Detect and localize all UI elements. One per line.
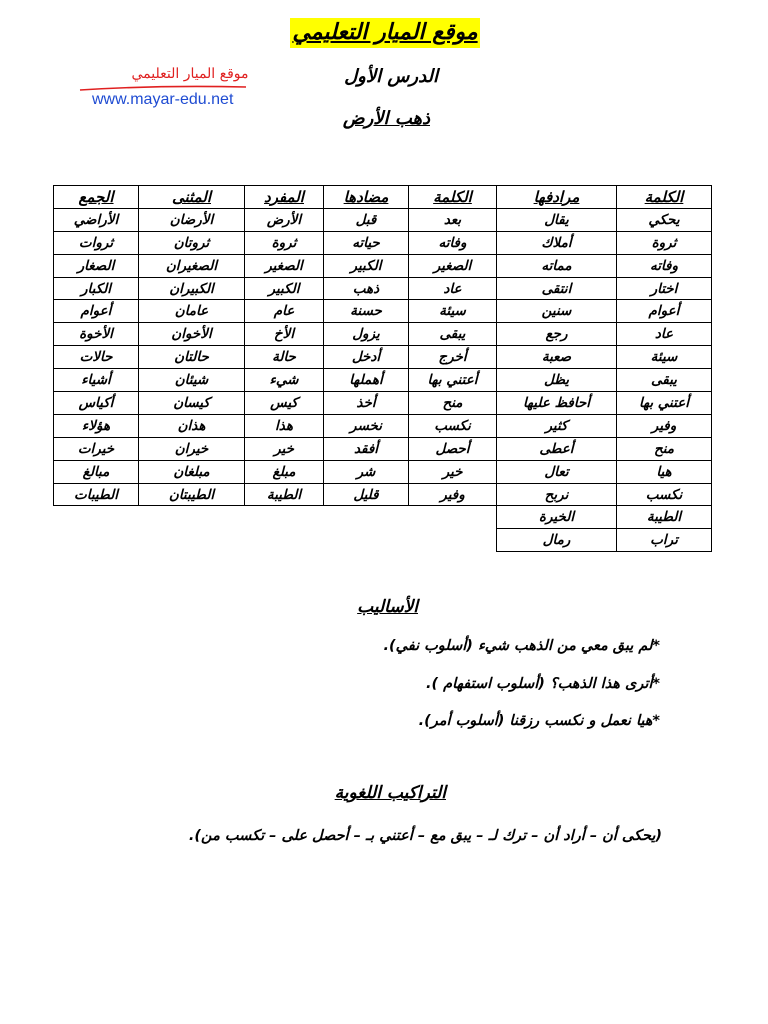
- style-line-negation: *لم يبق معي من الذهب شيء (أسلوب نفي).: [383, 638, 660, 654]
- table-cell: هؤلاء: [54, 414, 139, 437]
- header-word: الكلمة: [617, 186, 712, 209]
- table-row: [54, 300, 712, 323]
- table-cell: [324, 506, 409, 529]
- header-synonym: مرادفها: [497, 186, 617, 209]
- table-cell: [139, 506, 245, 529]
- table-cell: الأرض: [245, 208, 324, 231]
- table-cell: عامان: [139, 300, 245, 323]
- table-cell: خيران: [139, 437, 245, 460]
- table-cell: يحكي: [617, 208, 712, 231]
- table-cell: الكبير: [245, 277, 324, 300]
- table-cell: اختار: [617, 277, 712, 300]
- table-cell: حالات: [54, 346, 139, 369]
- table-cell: كثير: [497, 414, 617, 437]
- table-row: [54, 323, 712, 346]
- table-cell: يقال: [497, 208, 617, 231]
- table-cell: مبلغان: [139, 460, 245, 483]
- table-cell: الصغير: [409, 254, 497, 277]
- vocabulary-table: [53, 185, 712, 552]
- table-cell: الصغير: [245, 254, 324, 277]
- table-cell: الأخ: [245, 323, 324, 346]
- table-header-row: [54, 186, 712, 209]
- table-cell: [409, 529, 497, 552]
- table-cell: الأخوة: [54, 323, 139, 346]
- table-cell: يبقى: [409, 323, 497, 346]
- table-cell: أعطى: [497, 437, 617, 460]
- table-cell: حياته: [324, 231, 409, 254]
- table-cell: أملاك: [497, 231, 617, 254]
- table-cell: أحافظ عليها: [497, 392, 617, 415]
- lesson-title: ذهب الأرض: [342, 108, 430, 129]
- table-cell: منح: [617, 437, 712, 460]
- table-cell: أكياس: [54, 392, 139, 415]
- table-cell: الطيبتان: [139, 483, 245, 506]
- table-cell: حالتان: [139, 346, 245, 369]
- table-row: [54, 529, 712, 552]
- table-cell: الأرضان: [139, 208, 245, 231]
- table-cell: أعوام: [54, 300, 139, 323]
- table-row: [54, 437, 712, 460]
- table-cell: [245, 506, 324, 529]
- table-cell: الكبار: [54, 277, 139, 300]
- table-row: [54, 414, 712, 437]
- logo-url[interactable]: www.mayar-edu.net: [92, 91, 234, 108]
- table-cell: سيئة: [617, 346, 712, 369]
- table-cell: ثروات: [54, 231, 139, 254]
- lesson-number: الدرس الأول: [344, 66, 438, 87]
- table-cell: عام: [245, 300, 324, 323]
- table-cell: الكبير: [324, 254, 409, 277]
- table-cell: منح: [409, 392, 497, 415]
- header-dual: المثنى: [139, 186, 245, 209]
- table-cell: مماته: [497, 254, 617, 277]
- table-cell: أفقد: [324, 437, 409, 460]
- table-cell: كيسان: [139, 392, 245, 415]
- table-cell: [139, 529, 245, 552]
- table-cell: كيس: [245, 392, 324, 415]
- table-cell: خيرات: [54, 437, 139, 460]
- table-cell: حالة: [245, 346, 324, 369]
- table-cell: الصغار: [54, 254, 139, 277]
- table-row: [54, 483, 712, 506]
- table-cell: خير: [409, 460, 497, 483]
- table-cell: أخذ: [324, 392, 409, 415]
- table-cell: عاد: [409, 277, 497, 300]
- table-cell: تراب: [617, 529, 712, 552]
- logo-arabic-text: موقع الميار التعليمي: [131, 66, 249, 82]
- table-cell: أهملها: [324, 369, 409, 392]
- table-cell: الطيبة: [617, 506, 712, 529]
- header-antonym: مضادها: [324, 186, 409, 209]
- table-cell: ذهب: [324, 277, 409, 300]
- table-cell: يظل: [497, 369, 617, 392]
- table-cell: شيء: [245, 369, 324, 392]
- table-cell: حسنة: [324, 300, 409, 323]
- table-cell: ثروة: [617, 231, 712, 254]
- table-cell: مبلغ: [245, 460, 324, 483]
- table-cell: قبل: [324, 208, 409, 231]
- table-body: [54, 208, 712, 551]
- table-cell: أعتني بها: [409, 369, 497, 392]
- table-cell: تعال: [497, 460, 617, 483]
- table-cell: شر: [324, 460, 409, 483]
- table-cell: وفاته: [409, 231, 497, 254]
- compositions-text: (يحكى أن – أراد أن – ترك لـ – يبق مع – أعتني بـ – أحصل على – تكسب من).: [188, 828, 662, 844]
- table-row: [54, 346, 712, 369]
- table-cell: [324, 529, 409, 552]
- header-singular: المفرد: [245, 186, 324, 209]
- header-plural: الجمع: [54, 186, 139, 209]
- style-line-command: *هيا نعمل و نكسب رزقنا (أسلوب أمر).: [418, 713, 660, 729]
- table-cell: الخيرة: [497, 506, 617, 529]
- table-cell: سنين: [497, 300, 617, 323]
- table-cell: بعد: [409, 208, 497, 231]
- table-cell: قليل: [324, 483, 409, 506]
- compositions-heading: التراكيب اللغوية: [334, 783, 446, 803]
- table-cell: أدخل: [324, 346, 409, 369]
- table-cell: [54, 529, 139, 552]
- table-cell: رجع: [497, 323, 617, 346]
- table-cell: وفاته: [617, 254, 712, 277]
- style-line-question: *أترى هذا الذهب؟ (أسلوب استفهام ).: [425, 676, 660, 692]
- table-cell: نكسب: [617, 483, 712, 506]
- table-cell: الكبيران: [139, 277, 245, 300]
- table-cell: يزول: [324, 323, 409, 346]
- table-cell: الأراضي: [54, 208, 139, 231]
- table-cell: [54, 506, 139, 529]
- table-cell: أحصل: [409, 437, 497, 460]
- table-row: [54, 208, 712, 231]
- table-cell: ثروة: [245, 231, 324, 254]
- table-cell: أعتني بها: [617, 392, 712, 415]
- table-cell: [245, 529, 324, 552]
- table-cell: أشياء: [54, 369, 139, 392]
- header-word-2: الكلمة: [409, 186, 497, 209]
- table-cell: الأخوان: [139, 323, 245, 346]
- table-cell: الطيبة: [245, 483, 324, 506]
- table-cell: صعبة: [497, 346, 617, 369]
- table-cell: شيئان: [139, 369, 245, 392]
- table-cell: وفير: [409, 483, 497, 506]
- table-row: [54, 506, 712, 529]
- table-cell: الطيبات: [54, 483, 139, 506]
- table-cell: نربح: [497, 483, 617, 506]
- table-cell: نكسب: [409, 414, 497, 437]
- table-cell: أعوام: [617, 300, 712, 323]
- table-row: [54, 460, 712, 483]
- table-row: [54, 277, 712, 300]
- table-cell: سيئة: [409, 300, 497, 323]
- table-cell: خير: [245, 437, 324, 460]
- site-title: موقع الميار التعليمي: [290, 18, 480, 48]
- table-cell: [409, 506, 497, 529]
- table-cell: هيا: [617, 460, 712, 483]
- table-cell: هذا: [245, 414, 324, 437]
- table-cell: وفير: [617, 414, 712, 437]
- table-row: [54, 254, 712, 277]
- table-row: [54, 231, 712, 254]
- table-cell: الصغيران: [139, 254, 245, 277]
- table-cell: رمال: [497, 529, 617, 552]
- table-cell: عاد: [617, 323, 712, 346]
- table-cell: يبقى: [617, 369, 712, 392]
- table-row: [54, 392, 712, 415]
- table-cell: انتقى: [497, 277, 617, 300]
- table-cell: هذان: [139, 414, 245, 437]
- table-row: [54, 369, 712, 392]
- table-cell: مبالغ: [54, 460, 139, 483]
- table-cell: ثروتان: [139, 231, 245, 254]
- styles-heading: الأساليب: [357, 597, 418, 617]
- table-cell: أخرج: [409, 346, 497, 369]
- table-cell: نخسر: [324, 414, 409, 437]
